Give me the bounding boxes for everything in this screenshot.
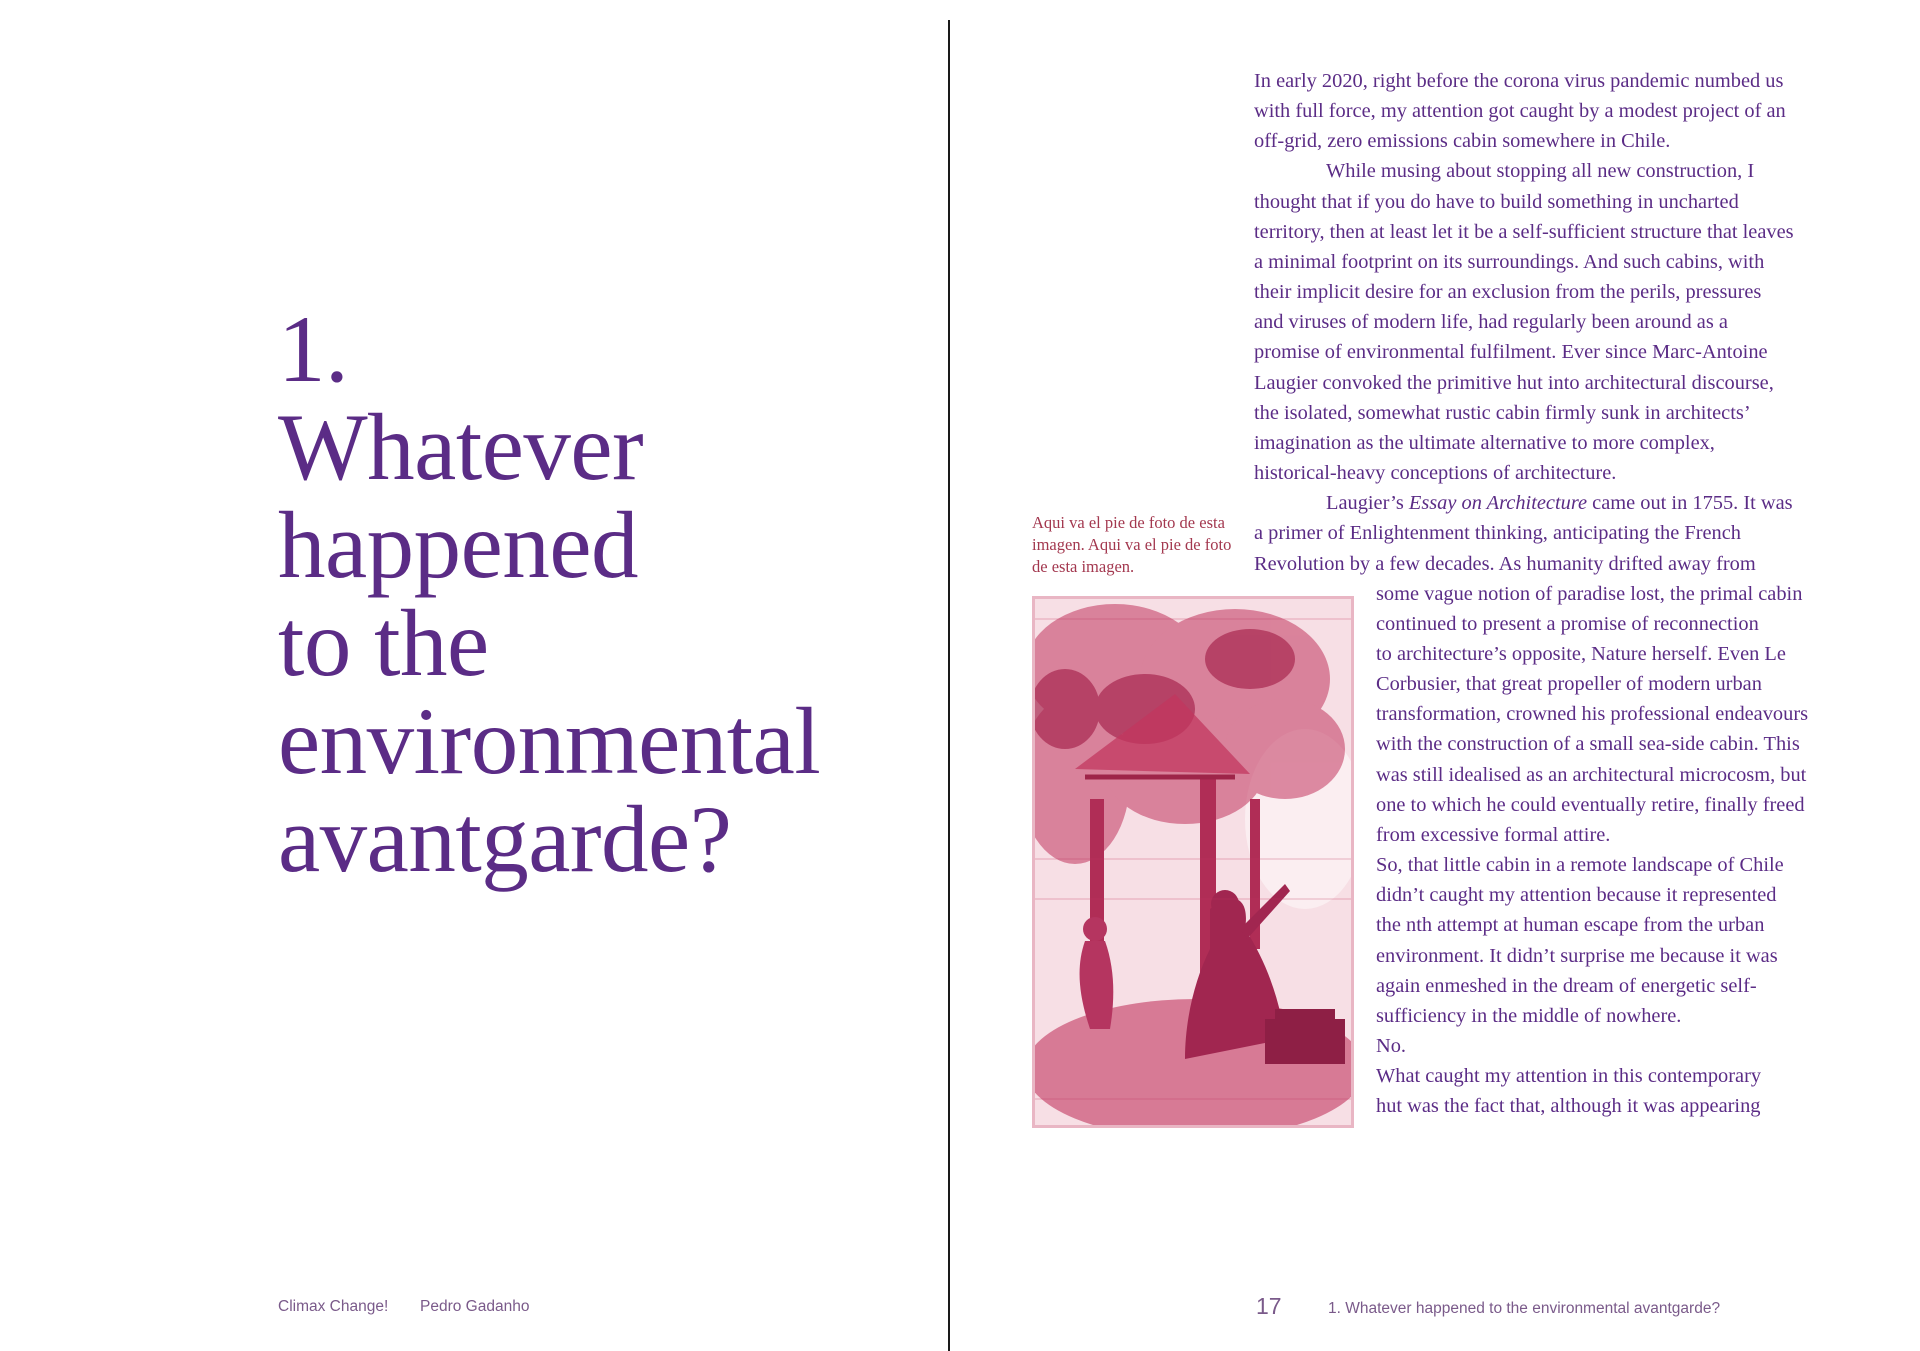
text-line: Corbusier, that great propeller of modern urban <box>1376 673 1762 696</box>
book-spine <box>948 20 950 1351</box>
paragraph <box>1254 850 1850 1031</box>
text-line: the nth attempt at human escape from the urban <box>1376 914 1765 937</box>
text-run: came out in 1755. It was <box>1587 492 1793 515</box>
paragraph <box>1254 488 1850 850</box>
chapter-title-line: environmental <box>278 688 821 794</box>
text-line: So, that little cabin in a remote landscape of Chile <box>1376 854 1784 877</box>
text-line: the isolated, somewhat rustic cabin firmly sunk in architects’ <box>1254 401 1751 424</box>
text-line: No. <box>1376 1035 1407 1057</box>
text-line: off-grid, zero emissions cabin somewhere in Chile. <box>1254 130 1671 153</box>
footer-book-title: Climax Change! <box>278 1298 389 1315</box>
text-line: What caught my attention in this contemporary <box>1376 1065 1762 1088</box>
text-line: continued to present a promise of reconnection <box>1376 612 1759 635</box>
chapter-title <box>278 296 898 892</box>
text-line: In early 2020, right before the corona virus pandemic numbed us <box>1254 70 1784 92</box>
running-head: 1. Whatever happened to the environmental avantgarde? <box>1328 1300 1721 1317</box>
chapter-title-line: to the <box>278 590 489 696</box>
text-line: While musing about stopping all new construction, I <box>1326 160 1755 183</box>
text-line: their implicit desire for an exclusion from the perils, pressures <box>1254 281 1762 304</box>
text-line: some vague notion of paradise lost, the primal cabin <box>1376 582 1803 605</box>
text-line: territory, then at least let it be a self-sufficient structure that leaves <box>1254 220 1794 243</box>
text-line: Revolution by a few decades. As humanity drifted away from <box>1254 552 1756 575</box>
chapter-title-line: 1. <box>278 296 349 402</box>
text-line: environment. It didn’t surprise me because it was <box>1376 944 1778 967</box>
text-line <box>1254 488 1850 518</box>
text-line: historical-heavy conceptions of architecture. <box>1254 462 1617 485</box>
text-line: sufficiency in the middle of nowhere. <box>1376 1004 1682 1027</box>
text-line: one to which he could eventually retire, finally freed <box>1376 793 1805 816</box>
paragraph <box>1254 66 1850 156</box>
text-line: from excessive formal attire. <box>1376 823 1611 846</box>
paragraph <box>1254 1061 1850 1121</box>
text-line: a minimal footprint on its surroundings. And such cabins, with <box>1254 250 1765 273</box>
chapter-title-line: avantgarde? <box>278 786 732 892</box>
text-line: a primer of Enlightenment thinking, anticipating the French <box>1254 522 1741 545</box>
text-line: was still idealised as an architectural microcosm, but <box>1376 763 1807 786</box>
text-line: Laugier convoked the primitive hut into architectural discourse, <box>1254 371 1774 394</box>
footer-author: Pedro Gadanho <box>420 1298 530 1315</box>
text-line: imagination as the ultimate alternative to more complex, <box>1254 431 1715 454</box>
text-line: hut was the fact that, although it was appearing <box>1376 1095 1761 1118</box>
book-title-italic: Essay on Architecture <box>1408 492 1588 515</box>
text-line: didn’t caught my attention because it represented <box>1376 884 1777 907</box>
text-line: to architecture’s opposite, Nature herself. Even Le <box>1376 642 1786 665</box>
page-number: 17 <box>1256 1293 1282 1319</box>
chapter-title-line: Whatever <box>278 394 644 500</box>
text-line: with full force, my attention got caught by a modest project of an <box>1254 100 1786 123</box>
figure-caption: Aqui va el pie de foto de esta imagen. Aqui va el pie de foto de esta imagen. <box>1032 513 1232 576</box>
text-line: with the construction of a small sea-side cabin. This <box>1376 733 1800 756</box>
text-line: and viruses of modern life, had regularly been around as a <box>1254 311 1728 334</box>
body-text <box>1254 66 1850 1121</box>
paragraph <box>1254 156 1850 488</box>
chapter-title-line: happened <box>278 492 638 598</box>
text-line: thought that if you do have to build something in uncharted <box>1254 190 1739 213</box>
text-line: again enmeshed in the dream of energetic self- <box>1376 974 1757 997</box>
text-line: promise of environmental fulfilment. Ever since Marc-Antoine <box>1254 341 1768 364</box>
text-run: Laugier’s <box>1326 492 1409 515</box>
paragraph <box>1254 1031 1850 1061</box>
text-line: transformation, crowned his professional endeavours <box>1376 703 1809 726</box>
